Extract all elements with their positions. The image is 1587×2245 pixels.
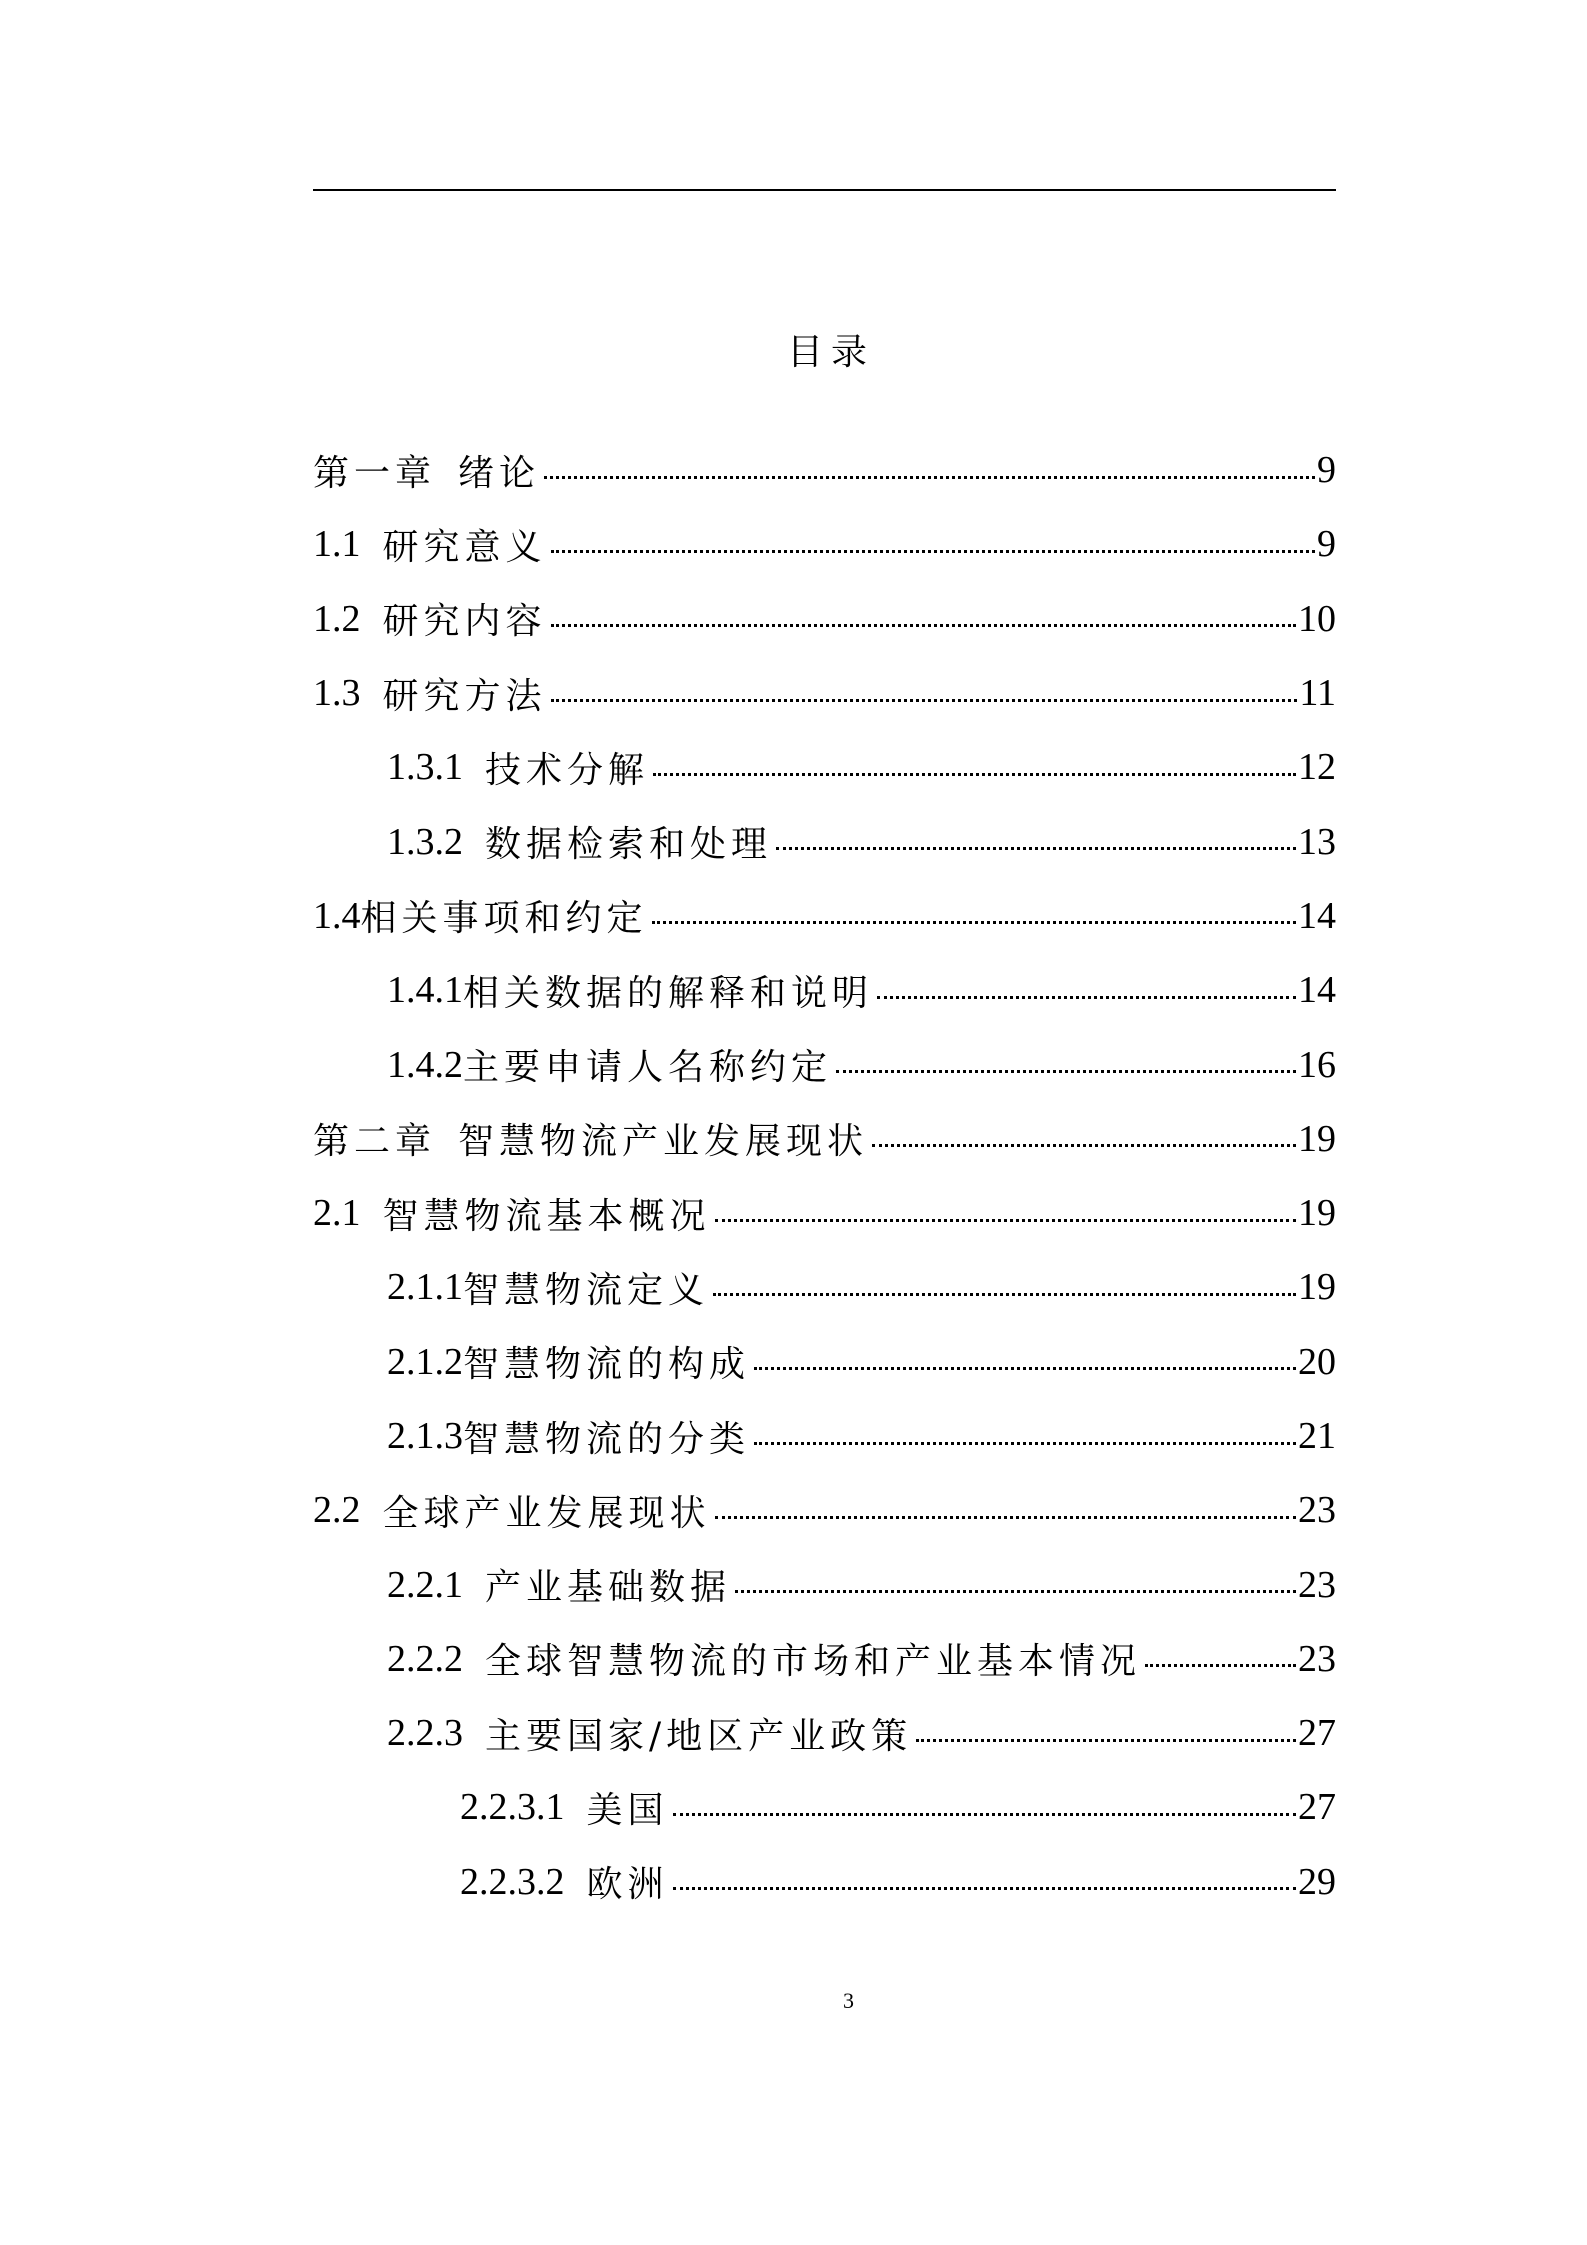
- toc-dot-leader: [673, 1813, 1296, 1816]
- toc-entry[interactable]: [313, 1473, 1336, 1547]
- toc-dot-leader: [551, 550, 1315, 553]
- toc-entry[interactable]: [313, 1770, 1336, 1844]
- toc-entry-page: 12: [1298, 746, 1336, 789]
- toc-entry-page: 19: [1298, 1266, 1336, 1309]
- toc-entry[interactable]: [313, 730, 1336, 804]
- toc-entry-number: 1.1: [313, 523, 361, 566]
- toc-entry-title: 智慧物流定义: [463, 1269, 710, 1311]
- toc-entry-page: 23: [1298, 1563, 1336, 1606]
- toc-entry-title: 绪论: [458, 452, 541, 494]
- header-rule: [313, 189, 1336, 191]
- toc-entry-number: 2.1.1: [387, 1266, 463, 1309]
- toc-entry-title: 智慧物流基本概况: [382, 1195, 711, 1237]
- toc-entry[interactable]: [313, 804, 1336, 878]
- toc-entry-title: 智慧物流的分类: [463, 1418, 751, 1460]
- toc-entry-number: 第二章: [313, 1121, 437, 1163]
- toc-entry-title: 研究内容: [382, 601, 547, 643]
- toc-dot-leader: [551, 699, 1298, 702]
- toc-dot-leader: [836, 1070, 1296, 1073]
- toc-entry-title: 相关数据的解释和说明: [463, 972, 874, 1014]
- toc-dot-leader: [715, 1219, 1296, 1222]
- toc-entry-page: 16: [1298, 1043, 1336, 1086]
- toc-entry-number: 1.3: [313, 672, 361, 715]
- toc-entry-title: 智慧物流的构成: [463, 1344, 751, 1386]
- toc-entry-number: 2.2.3.1: [460, 1786, 565, 1829]
- toc-dot-leader: [544, 476, 1315, 479]
- toc-entry[interactable]: [313, 1696, 1336, 1770]
- toc-entry-number: 第一章: [313, 452, 437, 494]
- toc-entry-page: 13: [1298, 820, 1336, 863]
- toc-entry-title: 主要申请人名称约定: [463, 1047, 833, 1089]
- toc-entry[interactable]: [313, 1845, 1336, 1919]
- toc-entry-page: 9: [1317, 523, 1336, 566]
- toc-entry-title: 相关事项和约定: [360, 898, 648, 940]
- toc-entry-title: 产业基础数据: [485, 1567, 732, 1609]
- toc-entry-page: 19: [1298, 1117, 1336, 1160]
- toc-entry-page: 11: [1299, 672, 1336, 715]
- toc-entry[interactable]: [313, 1176, 1336, 1250]
- toc-entry-page: 20: [1298, 1340, 1336, 1383]
- toc-entry-title: 全球产业发展现状: [382, 1492, 711, 1534]
- toc-dot-leader: [715, 1516, 1296, 1519]
- toc-entry[interactable]: [313, 1250, 1336, 1324]
- toc-entry-title: 智慧物流产业发展现状: [458, 1121, 869, 1163]
- toc-entry-number: 1.4.1: [387, 969, 463, 1012]
- toc-entry[interactable]: [313, 507, 1336, 581]
- toc-entry-number: 1.3.1: [387, 746, 463, 789]
- toc-entry-number: 1.4.2: [387, 1043, 463, 1086]
- toc-dot-leader: [551, 624, 1296, 627]
- toc-entry[interactable]: [313, 1027, 1336, 1101]
- toc-dot-leader: [916, 1739, 1296, 1742]
- toc-dot-leader: [754, 1367, 1296, 1370]
- toc-entry[interactable]: [313, 1399, 1336, 1473]
- toc-dot-leader: [735, 1590, 1296, 1593]
- toc-entry-number: 2.2.3: [387, 1712, 463, 1755]
- toc-entry-number: 2.1.3: [387, 1415, 463, 1457]
- toc-entry-title: 全球智慧物流的市场和产业基本情况: [485, 1641, 1142, 1683]
- toc-entry-page: 9: [1317, 449, 1336, 492]
- toc-dot-leader: [776, 847, 1296, 850]
- toc-entry-page: 23: [1298, 1489, 1336, 1532]
- toc-entry-page: 29: [1298, 1860, 1336, 1903]
- toc-entry-title: 研究方法: [382, 675, 547, 717]
- toc-entry-number: 2.2.3.2: [460, 1860, 565, 1903]
- toc-dot-leader: [673, 1887, 1296, 1890]
- toc-entry-page: 14: [1298, 894, 1336, 937]
- toc-entry-number: 2.1.2: [387, 1340, 463, 1383]
- toc-entry-number: 2.2.1: [387, 1563, 463, 1606]
- toc-entry-page: 14: [1298, 969, 1336, 1012]
- toc-entry-number: 1.4: [313, 894, 361, 937]
- toc-entry[interactable]: [313, 1622, 1336, 1696]
- toc-entry-title: 美国: [586, 1789, 669, 1831]
- toc-entry[interactable]: [313, 879, 1336, 953]
- toc-dot-leader: [653, 773, 1296, 776]
- toc-entry-page: 10: [1298, 597, 1336, 640]
- toc-entry-number: 2.1: [313, 1192, 361, 1235]
- toc-dot-leader: [872, 1144, 1296, 1147]
- toc-entry-page: 21: [1298, 1415, 1336, 1457]
- toc-dot-leader: [877, 996, 1296, 999]
- table-of-contents: [313, 433, 1336, 1919]
- toc-entry-number: 1.2: [313, 597, 361, 640]
- toc-entry[interactable]: [313, 433, 1336, 507]
- toc-dot-leader: [652, 921, 1296, 924]
- toc-entry-page: 23: [1298, 1637, 1336, 1680]
- toc-dot-leader: [754, 1442, 1296, 1445]
- toc-entry-title: 数据检索和处理: [485, 824, 773, 866]
- toc-entry-page: 27: [1298, 1712, 1336, 1755]
- toc-entry-page: 19: [1298, 1192, 1336, 1235]
- toc-entry-number: 2.2: [313, 1489, 361, 1532]
- toc-entry-title: 技术分解: [485, 749, 650, 791]
- page-number: 3: [843, 1988, 854, 2013]
- toc-entry-page: 27: [1298, 1786, 1336, 1829]
- toc-entry-title: 研究意义: [382, 526, 547, 568]
- toc-entry[interactable]: [313, 1325, 1336, 1399]
- toc-dot-leader: [713, 1293, 1296, 1296]
- toc-entry-number: 1.3.2: [387, 820, 463, 863]
- toc-entry-title: 欧洲: [586, 1864, 669, 1906]
- toc-entry[interactable]: [313, 953, 1336, 1027]
- toc-entry[interactable]: [313, 656, 1336, 730]
- toc-entry[interactable]: [313, 1547, 1336, 1621]
- toc-title: 目录: [786, 332, 875, 373]
- toc-entry[interactable]: [313, 1102, 1336, 1176]
- toc-entry[interactable]: [313, 582, 1336, 656]
- toc-entry-title: 主要国家/地区产业政策: [485, 1715, 913, 1757]
- toc-entry-number: 2.2.2: [387, 1637, 463, 1680]
- toc-dot-leader: [1145, 1664, 1296, 1667]
